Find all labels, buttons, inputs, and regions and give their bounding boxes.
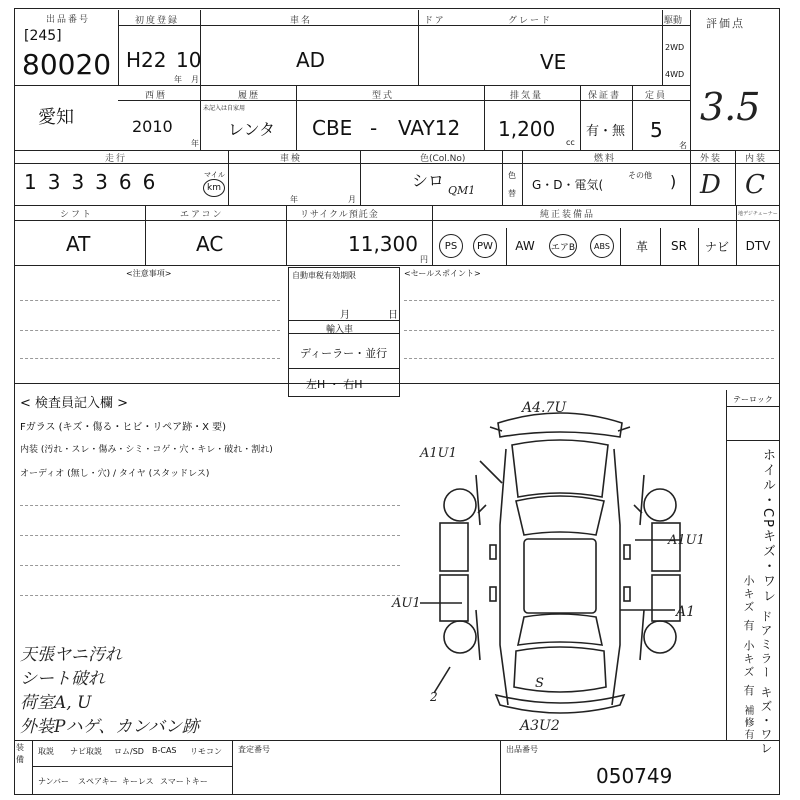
- import-label: 輸入車: [326, 325, 354, 335]
- score: 3.5: [700, 85, 761, 129]
- grid-line: [14, 85, 118, 86]
- inspector-note-1: 天張ヤニ汚れ: [20, 645, 122, 665]
- warranty: 有・無: [586, 124, 626, 139]
- venue-number: 050749: [596, 764, 673, 788]
- car-diagram: [420, 405, 700, 735]
- inspection-title: < 検査員記入欄 >: [20, 396, 129, 411]
- first-reg-month-unit: 月: [191, 75, 199, 84]
- option-divider: [660, 228, 661, 265]
- lot-number: 80020: [22, 48, 112, 81]
- inspection-label: 車検: [280, 154, 303, 164]
- shift: AT: [66, 232, 91, 256]
- notes-line: [20, 330, 280, 331]
- displacement: 1,200: [498, 117, 556, 141]
- footer-item-navi-manual: ナビ取説: [70, 747, 102, 756]
- option-navi: ナビ: [704, 239, 729, 254]
- inspection-audio: オーディオ (無し・穴) / タイヤ (スタッドレス): [20, 469, 210, 479]
- footer-item-keyless: キーレス: [122, 777, 154, 786]
- grade: VE: [540, 50, 567, 74]
- grid-line: [14, 220, 780, 221]
- region: 愛知: [38, 107, 74, 128]
- repaint-label2: 替: [508, 189, 516, 198]
- drive-label: 駆動: [664, 16, 683, 26]
- footer-equip-label: 装備: [16, 743, 24, 764]
- option-divider: [736, 205, 737, 265]
- option-divider: [506, 228, 507, 265]
- inspector-note-3: 荷室A, U: [20, 693, 92, 713]
- grid-line: [726, 406, 780, 407]
- capacity: 5: [650, 118, 663, 142]
- sales-label: <セールスポイント>: [404, 269, 481, 278]
- lot-label: 出品番号: [46, 15, 91, 25]
- option-divider: [698, 228, 699, 265]
- sales-line: [404, 358, 774, 359]
- damage-front-left: A1U1: [420, 446, 457, 461]
- notes-line: [20, 300, 280, 301]
- first-reg-year-unit: 年: [174, 75, 182, 84]
- grid-line: [118, 85, 690, 86]
- door-label: ドア: [424, 16, 446, 26]
- footer-item-spare-key: スペアキー: [78, 777, 118, 786]
- history-label: 履歴: [238, 91, 261, 101]
- interior-grade: C: [745, 170, 765, 200]
- option-airbag: エアB: [544, 228, 582, 264]
- footer-item-bcas: B-CAS: [152, 746, 177, 755]
- option-abs: ABS: [586, 228, 618, 264]
- door-mirror-small: 小キズ 有: [742, 640, 755, 698]
- fuel-other: その他: [628, 171, 652, 180]
- equipment-label: 純正装備品: [540, 210, 596, 220]
- grid-line: [14, 205, 780, 206]
- grid-line: [296, 85, 297, 150]
- inspection-line: [20, 535, 400, 536]
- inspection-interior: 内装 (汚れ・スレ・傷み・シミ・コゲ・穴・キレ・破れ・割れ): [20, 445, 273, 455]
- import-type: ディーラー・並行: [300, 347, 388, 360]
- ac: AC: [196, 232, 224, 256]
- car-name: AD: [296, 48, 326, 72]
- interior-label: 内装: [745, 154, 768, 164]
- tax-month: 月: [340, 310, 350, 321]
- theft-lock-label: テーロック: [733, 395, 773, 404]
- grid-line: [14, 150, 780, 151]
- inspection-glass: Fガラス (キズ・傷る・ヒビ・リペア跡・X 要): [20, 422, 227, 433]
- sales-line: [404, 300, 774, 301]
- repaint-label1: 色: [508, 171, 516, 180]
- color-label: 色(Col.No): [420, 154, 466, 164]
- wheel-small: 小キズ 有: [742, 575, 755, 633]
- notes-label: <注意事項>: [126, 269, 172, 278]
- grid-line: [502, 150, 503, 205]
- damage-right-rear: A1: [676, 604, 696, 620]
- grid-line: [580, 85, 581, 150]
- displacement-unit: cc: [566, 138, 575, 147]
- option-sr: SR: [671, 239, 687, 253]
- first-reg-month: 10: [176, 48, 202, 72]
- grid-line: [288, 368, 400, 369]
- exterior-grade: D: [700, 170, 721, 200]
- grid-line: [690, 150, 691, 205]
- repair-label: 補修有: [742, 705, 753, 741]
- drive-4wd: 4WD: [665, 70, 685, 79]
- grid-line: [484, 85, 485, 150]
- damage-rear-mid: S: [535, 676, 544, 691]
- dtv-caption: 地デジチューナー: [738, 211, 778, 217]
- fuel-close: ): [670, 172, 677, 191]
- mileage-label: 走行: [105, 154, 128, 164]
- first-reg: H22: [126, 48, 167, 72]
- venue-number-label: 出品番号: [506, 745, 538, 754]
- grid-line: [726, 390, 727, 740]
- exterior-label: 外装: [700, 154, 723, 164]
- tax-valid-label: 自動車税有効期限: [292, 271, 356, 280]
- damage-front: A4.7U: [522, 400, 567, 416]
- capacity-unit: 名: [679, 141, 687, 150]
- grid-line: [118, 10, 119, 85]
- footer-item-smart-key: スマートキー: [160, 777, 208, 786]
- grid-line: [32, 740, 33, 795]
- displacement-label: 排気量: [510, 91, 544, 101]
- inspector-note-4: 外装Pハゲ、カンバン跡: [20, 717, 200, 737]
- color-code: QM1: [448, 184, 476, 197]
- inspection-line: [20, 565, 400, 566]
- footer-item-plate: ナンバー: [38, 777, 70, 786]
- grid-line: [118, 25, 690, 26]
- model-label: 型式: [372, 91, 395, 101]
- year-label: 西暦: [145, 91, 168, 101]
- grid-line: [690, 10, 691, 150]
- grid-line: [662, 10, 663, 85]
- year: 2010: [132, 117, 173, 136]
- grid-line: [735, 150, 736, 205]
- inspection-month: 月: [348, 195, 356, 204]
- notes-line: [20, 358, 280, 359]
- wheel-label: ホイル・CPキズ・ワレ: [760, 448, 775, 604]
- grid-line: [145, 205, 146, 265]
- mileage-unit-top: マイル: [204, 171, 225, 179]
- inspection-line: [20, 505, 400, 506]
- ac-label: エアコン: [180, 210, 224, 220]
- score-label: 評価点: [706, 17, 745, 30]
- grid-line: [14, 163, 780, 164]
- grid-line: [14, 383, 780, 384]
- grid-line: [14, 740, 780, 741]
- grid-line: [522, 150, 523, 205]
- lot-sub: [245]: [24, 28, 62, 44]
- damage-rear: A3U2: [520, 718, 560, 734]
- warranty-label: 保証書: [588, 91, 622, 101]
- option-ps: PS: [436, 228, 466, 264]
- grid-line: [14, 265, 780, 266]
- fuel-options: G・D・電気(: [532, 178, 604, 192]
- damage-rear-left: 2: [430, 690, 438, 704]
- recycle-unit: 円: [420, 255, 428, 264]
- damage-right-mid: A1U1: [668, 533, 705, 548]
- footer-item-rom-sd: ロム/SD: [114, 747, 144, 756]
- history-sub: 未記入は自家用: [203, 105, 246, 112]
- first-reg-label: 初度登録: [135, 16, 180, 26]
- inspection-line: [20, 595, 400, 596]
- option-divider: [620, 228, 621, 265]
- door-mirror-label: ドアミラー キズ・ワレ: [759, 610, 773, 756]
- inspection-year: 年: [290, 195, 298, 204]
- grid-line: [632, 85, 633, 150]
- mileage-unit: km: [203, 179, 225, 197]
- year-unit: 年: [191, 139, 199, 148]
- grid-line: [726, 440, 780, 441]
- grid-line: [232, 740, 233, 795]
- option-aw: AW: [515, 239, 535, 253]
- option-leather: 革: [635, 239, 648, 254]
- recycle-label: リサイクル預託金: [300, 210, 379, 220]
- grid-line: [200, 85, 201, 150]
- handle-side: 左H ・ 右H: [306, 378, 363, 391]
- grid-line: [418, 10, 419, 85]
- mileage: 133366: [24, 170, 167, 194]
- option-dtv: DTV: [745, 239, 771, 253]
- grid-line: [228, 150, 229, 205]
- damage-left-mid: AU1: [392, 596, 421, 611]
- inspection-number-label: 査定番号: [238, 745, 270, 754]
- grade-label: グレード: [508, 16, 553, 26]
- tax-day: 日: [388, 310, 398, 321]
- model-dash: -: [370, 116, 378, 140]
- sales-line: [404, 330, 774, 331]
- grid-line: [286, 205, 287, 265]
- footer-item-manual: 取説: [38, 747, 54, 756]
- option-pw: PW: [470, 228, 500, 264]
- model-code: VAY12: [398, 116, 461, 140]
- grid-line: [500, 740, 501, 795]
- model-prefix: CBE: [312, 116, 353, 140]
- car-name-label: 車名: [290, 16, 313, 26]
- color: シロ: [412, 171, 445, 190]
- inspector-note-2: シート破れ: [20, 669, 105, 689]
- fuel-label: 燃料: [594, 154, 617, 164]
- grid-line: [360, 150, 361, 205]
- shift-label: シフト: [60, 210, 94, 220]
- recycle: 11,300: [348, 232, 418, 256]
- history: レンタ: [228, 120, 275, 139]
- drive-2wd: 2WD: [665, 43, 685, 52]
- grid-line: [432, 205, 433, 265]
- grid-line: [32, 766, 232, 767]
- capacity-label: 定員: [645, 91, 668, 101]
- footer-item-remote: リモコン: [190, 747, 222, 756]
